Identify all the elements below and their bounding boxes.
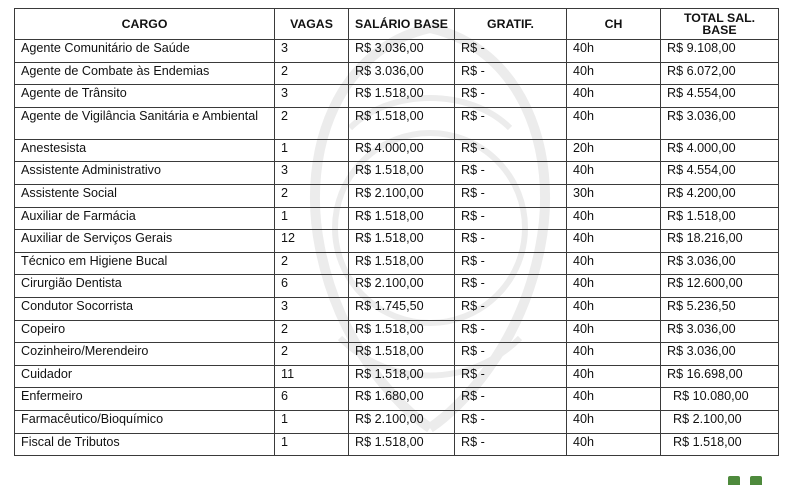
table-row bbox=[15, 433, 779, 456]
cell-cargo: Condutor Socorrista bbox=[15, 297, 275, 320]
header-gratif: GRATIF. bbox=[455, 9, 567, 40]
cell-salario: R$ 1.518,00 bbox=[349, 230, 455, 253]
cell-vagas: 1 bbox=[275, 207, 349, 230]
cell-cargo: Auxiliar de Serviços Gerais bbox=[15, 230, 275, 253]
cell-vagas: 1 bbox=[275, 139, 349, 162]
cell-salario: R$ 1.518,00 bbox=[349, 252, 455, 275]
cell-cargo: Cuidador bbox=[15, 365, 275, 388]
cell-salario: R$ 4.000,00 bbox=[349, 139, 455, 162]
cell-cargo: Enfermeiro bbox=[15, 388, 275, 411]
cell-vagas: 6 bbox=[275, 275, 349, 298]
cell-vagas: 2 bbox=[275, 343, 349, 366]
cell-gratif: R$ - bbox=[455, 230, 567, 253]
cell-salario: R$ 1.518,00 bbox=[349, 320, 455, 343]
cell-vagas: 6 bbox=[275, 388, 349, 411]
cell-cargo: Agente de Trânsito bbox=[15, 85, 275, 108]
cell-gratif: R$ - bbox=[455, 162, 567, 185]
table-row bbox=[15, 320, 779, 343]
cell-vagas: 12 bbox=[275, 230, 349, 253]
cell-total: R$ 5.236,50 bbox=[661, 297, 779, 320]
cell-ch: 40h bbox=[567, 207, 661, 230]
table-row bbox=[15, 62, 779, 85]
cell-ch: 40h bbox=[567, 297, 661, 320]
cell-salario: R$ 1.518,00 bbox=[349, 162, 455, 185]
footer-marks bbox=[728, 472, 772, 490]
cell-total: R$ 4.000,00 bbox=[661, 139, 779, 162]
cell-total: R$ 4.554,00 bbox=[661, 162, 779, 185]
cargos-table bbox=[14, 8, 779, 456]
cell-vagas: 1 bbox=[275, 410, 349, 433]
cell-cargo: Assistente Social bbox=[15, 184, 275, 207]
cell-vagas: 11 bbox=[275, 365, 349, 388]
cell-ch: 40h bbox=[567, 433, 661, 456]
table-row bbox=[15, 410, 779, 433]
cell-gratif: R$ - bbox=[455, 388, 567, 411]
cell-gratif: R$ - bbox=[455, 85, 567, 108]
cell-total: R$ 16.698,00 bbox=[661, 365, 779, 388]
cell-total: R$ 6.072,00 bbox=[661, 62, 779, 85]
cell-salario: R$ 3.036,00 bbox=[349, 40, 455, 63]
table-row bbox=[15, 388, 779, 411]
cell-total: R$ 3.036,00 bbox=[661, 320, 779, 343]
cell-gratif: R$ - bbox=[455, 107, 567, 139]
cell-ch: 40h bbox=[567, 62, 661, 85]
cell-gratif: R$ - bbox=[455, 320, 567, 343]
cell-salario: R$ 3.036,00 bbox=[349, 62, 455, 85]
cell-salario: R$ 2.100,00 bbox=[349, 184, 455, 207]
cell-cargo: Fiscal de Tributos bbox=[15, 433, 275, 456]
cell-ch: 40h bbox=[567, 365, 661, 388]
table-row bbox=[15, 85, 779, 108]
cell-total: R$ 2.100,00 bbox=[661, 410, 779, 433]
cell-cargo: Técnico em Higiene Bucal bbox=[15, 252, 275, 275]
cell-vagas: 3 bbox=[275, 40, 349, 63]
cell-salario: R$ 1.518,00 bbox=[349, 207, 455, 230]
table-row bbox=[15, 275, 779, 298]
header-cargo: CARGO bbox=[15, 9, 275, 40]
cell-vagas: 2 bbox=[275, 320, 349, 343]
table-row bbox=[15, 297, 779, 320]
cell-cargo: Farmacêutico/Bioquímico bbox=[15, 410, 275, 433]
table-row bbox=[15, 107, 779, 139]
cell-ch: 40h bbox=[567, 107, 661, 139]
cell-ch: 20h bbox=[567, 139, 661, 162]
table-row bbox=[15, 139, 779, 162]
header-vagas: VAGAS bbox=[275, 9, 349, 40]
cell-total: R$ 3.036,00 bbox=[661, 252, 779, 275]
cell-cargo: Agente de Combate às Endemias bbox=[15, 62, 275, 85]
cell-gratif: R$ - bbox=[455, 184, 567, 207]
cell-vagas: 3 bbox=[275, 297, 349, 320]
cell-ch: 40h bbox=[567, 230, 661, 253]
cell-gratif: R$ - bbox=[455, 275, 567, 298]
header-salario-base: SALÁRIO BASE bbox=[349, 9, 455, 40]
cell-cargo: Agente Comunitário de Saúde bbox=[15, 40, 275, 63]
cell-total: R$ 18.216,00 bbox=[661, 230, 779, 253]
cell-gratif: R$ - bbox=[455, 297, 567, 320]
header-total-sal-base: TOTAL SAL. BASE bbox=[661, 9, 779, 40]
cell-total: R$ 4.200,00 bbox=[661, 184, 779, 207]
cell-total: R$ 9.108,00 bbox=[661, 40, 779, 63]
cell-total: R$ 4.554,00 bbox=[661, 85, 779, 108]
cell-total: R$ 3.036,00 bbox=[661, 107, 779, 139]
cell-vagas: 2 bbox=[275, 184, 349, 207]
cell-total: R$ 10.080,00 bbox=[661, 388, 779, 411]
cell-ch: 40h bbox=[567, 252, 661, 275]
table-row bbox=[15, 343, 779, 366]
cell-salario: R$ 1.518,00 bbox=[349, 343, 455, 366]
cell-salario: R$ 1.518,00 bbox=[349, 107, 455, 139]
header-ch: CH bbox=[567, 9, 661, 40]
cell-total: R$ 3.036,00 bbox=[661, 343, 779, 366]
cell-ch: 40h bbox=[567, 85, 661, 108]
cell-total: R$ 1.518,00 bbox=[661, 207, 779, 230]
cell-vagas: 2 bbox=[275, 252, 349, 275]
cell-ch: 40h bbox=[567, 320, 661, 343]
cell-vagas: 1 bbox=[275, 433, 349, 456]
cell-gratif: R$ - bbox=[455, 433, 567, 456]
table-header-row bbox=[15, 9, 779, 40]
cell-ch: 30h bbox=[567, 184, 661, 207]
cell-salario: R$ 1.745,50 bbox=[349, 297, 455, 320]
table-row bbox=[15, 184, 779, 207]
table-row bbox=[15, 365, 779, 388]
cell-ch: 40h bbox=[567, 410, 661, 433]
cell-cargo: Cozinheiro/Merendeiro bbox=[15, 343, 275, 366]
cell-vagas: 2 bbox=[275, 62, 349, 85]
table-row bbox=[15, 207, 779, 230]
cell-cargo: Cirurgião Dentista bbox=[15, 275, 275, 298]
cell-gratif: R$ - bbox=[455, 252, 567, 275]
cell-vagas: 3 bbox=[275, 162, 349, 185]
cell-gratif: R$ - bbox=[455, 62, 567, 85]
cell-ch: 40h bbox=[567, 388, 661, 411]
cell-salario: R$ 2.100,00 bbox=[349, 275, 455, 298]
cell-gratif: R$ - bbox=[455, 139, 567, 162]
cell-gratif: R$ - bbox=[455, 365, 567, 388]
cell-salario: R$ 1.518,00 bbox=[349, 433, 455, 456]
cell-gratif: R$ - bbox=[455, 207, 567, 230]
cell-vagas: 3 bbox=[275, 85, 349, 108]
cell-ch: 40h bbox=[567, 162, 661, 185]
cell-salario: R$ 1.518,00 bbox=[349, 365, 455, 388]
table-row bbox=[15, 252, 779, 275]
cell-ch: 40h bbox=[567, 275, 661, 298]
table-row bbox=[15, 230, 779, 253]
table-row bbox=[15, 162, 779, 185]
cell-gratif: R$ - bbox=[455, 343, 567, 366]
cell-total: R$ 12.600,00 bbox=[661, 275, 779, 298]
cell-gratif: R$ - bbox=[455, 410, 567, 433]
cell-vagas: 2 bbox=[275, 107, 349, 139]
table-row bbox=[15, 40, 779, 63]
cell-cargo: Auxiliar de Farmácia bbox=[15, 207, 275, 230]
cell-ch: 40h bbox=[567, 40, 661, 63]
cell-total: R$ 1.518,00 bbox=[661, 433, 779, 456]
cell-gratif: R$ - bbox=[455, 40, 567, 63]
cell-salario: R$ 1.680,00 bbox=[349, 388, 455, 411]
cell-salario: R$ 1.518,00 bbox=[349, 85, 455, 108]
cell-cargo: Copeiro bbox=[15, 320, 275, 343]
cell-cargo: Assistente Administrativo bbox=[15, 162, 275, 185]
cell-salario: R$ 2.100,00 bbox=[349, 410, 455, 433]
cell-cargo: Agente de Vigilância Sanitária e Ambiental bbox=[15, 107, 275, 139]
cell-cargo: Anestesista bbox=[15, 139, 275, 162]
cell-ch: 40h bbox=[567, 343, 661, 366]
